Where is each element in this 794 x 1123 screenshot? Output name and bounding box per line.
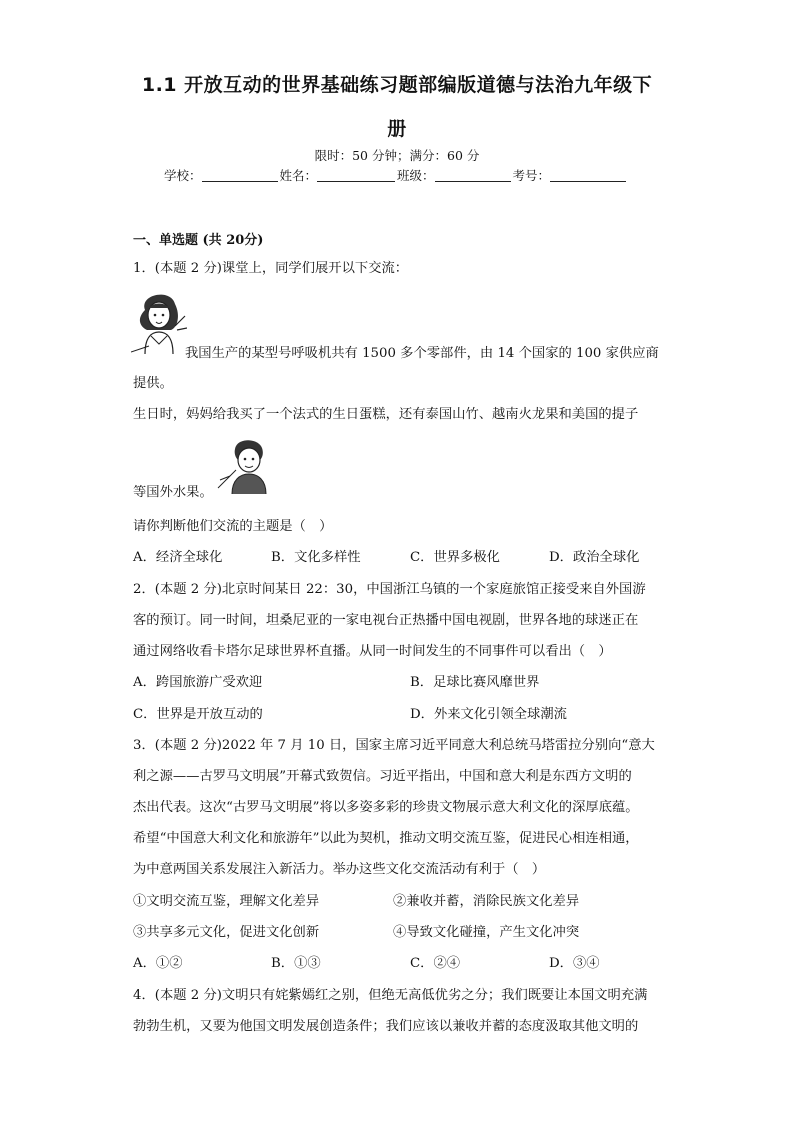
q3-stem-line3: 杰出代表。这次“古罗马文明展”将以多姿多彩的珍贵文物展示意大利文化的深厚底蕴。 <box>133 800 639 815</box>
q3-option-c[interactable]: C．②④ <box>410 956 461 971</box>
school-blank[interactable] <box>202 169 278 182</box>
q3-stem-line1: 3．(本题 2 分)2022 年 7 月 10 日，国家主席习近平同意大利总统马塔雷拉分别向“意大 <box>133 738 655 753</box>
time-score-limits: 限时：50 分钟；满分：60 分 <box>314 148 480 163</box>
q2-stem-line3: 通过网络收看卡塔尔足球世界杯直播。从同一时间发生的不同事件可以看出（ ） <box>133 644 612 659</box>
q2-stem-line2: 客的预订。同一时间，坦桑尼亚的一家电视台正热播中国电视剧，世界各地的球迷正在 <box>133 613 639 628</box>
q1-girl-statement-line1: 我国生产的某型号呼吸机共有 1500 多个零部件，由 14 个国家的 100 家供应商 <box>185 346 659 361</box>
q2-stem-line1: 2．(本题 2 分)北京时间某日 22：30，中国浙江乌镇的一个家庭旅馆正接受来自外国游 <box>133 582 646 597</box>
student-info-fields <box>164 166 628 184</box>
name-label: 姓名： <box>279 168 318 183</box>
page-title: 1.1 开放互动的世界基础练习题部编版道德与法治九年级下 <box>141 74 653 96</box>
q1-option-b[interactable]: B．文化多样性 <box>271 550 361 565</box>
class-label: 班级： <box>397 168 435 183</box>
q1-boy-statement-line2: 等国外水果。 <box>133 485 213 500</box>
q1-option-c[interactable]: C．世界多极化 <box>410 550 500 565</box>
name-blank[interactable] <box>317 169 395 182</box>
q2-option-b[interactable]: B．足球比赛风靡世界 <box>410 675 540 690</box>
section-heading: 一、单选题 (共 20分) <box>133 233 264 248</box>
q3-option-b[interactable]: B．①③ <box>271 956 321 971</box>
q3-option-a[interactable]: A．①② <box>133 956 183 971</box>
school-label: 学校： <box>164 168 202 183</box>
q4-stem-line2: 勃勃生机，又要为他国文明发展创造条件；我们应该以兼收并蓄的态度汲取其他文明的 <box>133 1019 639 1034</box>
q4-stem-line1: 4．(本题 2 分)文明只有姹紫嫣红之别，但绝无高低优劣之分；我们既要让本国文明充满 <box>133 988 648 1003</box>
boy-illustration <box>216 436 274 494</box>
q3-item-1: ①文明交流互鉴，理解文化差异 <box>133 894 320 909</box>
q3-item-3: ③共享多元文化，促进文化创新 <box>133 925 320 940</box>
q1-boy-statement-line1: 生日时，妈妈给我买了一个法式的生日蛋糕，还有泰国山竹、越南火龙果和美国的提子 <box>133 407 639 422</box>
q3-stem-line2: 利之源——古罗马文明展”开幕式致贺信。习近平指出，中国和意大利是东西方文明的 <box>133 769 632 784</box>
q1-girl-statement-line2: 提供。 <box>133 376 173 391</box>
q3-option-d[interactable]: D．③④ <box>549 956 600 971</box>
class-blank[interactable] <box>435 169 511 182</box>
q3-stem-line4: 希望“中国意大利文化和旅游年”以此为契机，推动文明交流互鉴，促进民心相连相通， <box>133 831 639 846</box>
girl-illustration <box>131 288 187 354</box>
q3-item-2: ②兼收并蓄，消除民族文化差异 <box>393 894 580 909</box>
q2-option-d[interactable]: D．外来文化引领全球潮流 <box>410 707 567 722</box>
q3-item-4: ④导致文化碰撞，产生文化冲突 <box>393 925 580 940</box>
q2-option-a[interactable]: A．跨国旅游广受欢迎 <box>133 675 263 690</box>
q1-option-a[interactable]: A．经济全球化 <box>133 550 223 565</box>
q3-stem-line5: 为中意两国关系发展注入新活力。举办这些文化交流活动有利于（ ） <box>133 862 546 877</box>
exam-number-label: 考号： <box>512 168 551 183</box>
q1-question: 请你判断他们交流的主题是（ ） <box>133 519 333 534</box>
q2-option-c[interactable]: C．世界是开放互动的 <box>133 707 263 722</box>
exam-number-blank[interactable] <box>550 169 626 182</box>
q1-option-d[interactable]: D．政治全球化 <box>549 550 640 565</box>
q1-stem: 1．(本题 2 分)课堂上，同学们展开以下交流： <box>133 261 409 276</box>
page-title-continued: 册 <box>387 118 407 140</box>
